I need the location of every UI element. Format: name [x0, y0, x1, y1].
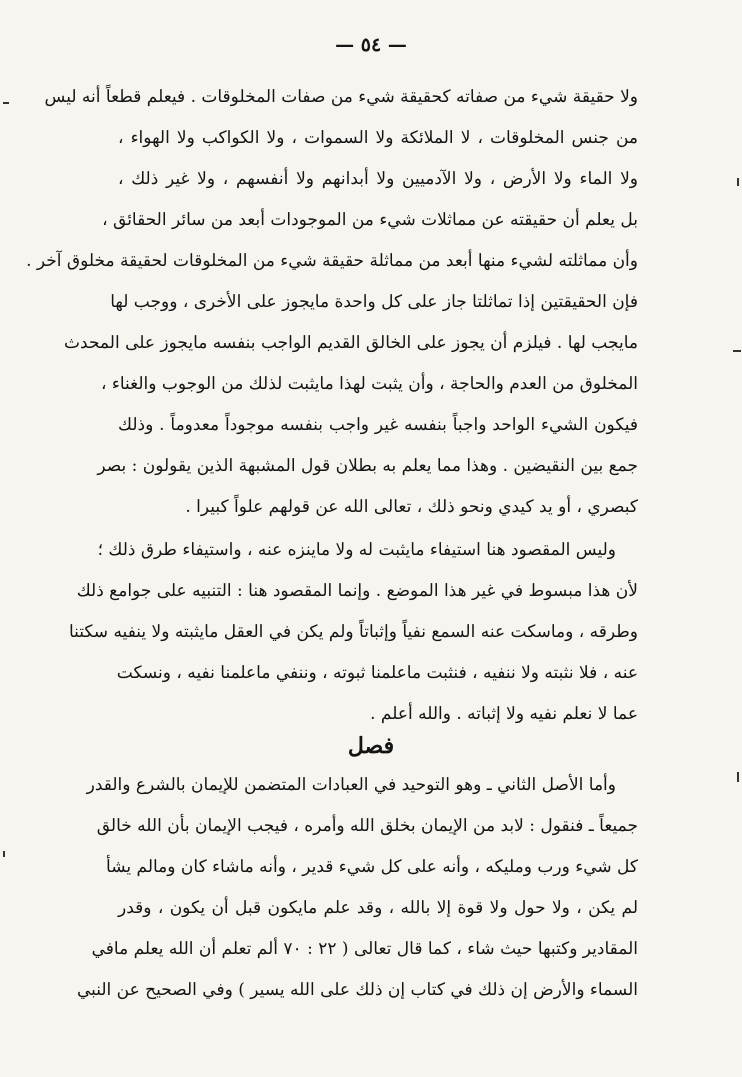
- text-line: من جنس المخلوقات ، لا الملائكة ولا السموات ، ولا الكواكب ولا الهواء ،: [118, 128, 638, 148]
- text-line: فيكون الشيء الواحد واجباً بنفسه غير واجب بنفسه موجوداً معدوماً . وذلك: [118, 415, 638, 435]
- text-line: المخلوق من العدم والحاجة ، وأن يثبت لهذا مايثبت لذلك من الوجوب والغناء ،: [100, 374, 638, 394]
- text-line: السماء والأرض إن ذلك في كتاب إن ذلك على الله يسير ) وفي الصحيح عن النبي: [76, 980, 638, 1000]
- section-heading: فصل: [347, 733, 395, 759]
- text-line: بل يعلم أن حقيقته عن مماثلات شيء من الموجودات أبعد من سائر الحقائق ،: [102, 210, 638, 230]
- text-line: لم يكن ، ولا حول ولا قوة إلا بالله ، وقد علم مايكون قبل أن يكون ، وقدر: [118, 898, 638, 918]
- paragraph-2: [68, 530, 638, 735]
- text-line: فإن الحقيقتين إذا تماثلتا جاز على كل واحدة مايجوز على الأخرى ، ووجب لها: [110, 292, 638, 312]
- text-line: ولا الماء ولا الأرض ، ولا الآدميين ولا أبدانهم ولا أنفسهم ، ولا غير ذلك ،: [118, 169, 638, 189]
- text-line: جمع بين النقيضين . وهذا مما يعلم به بطلان قول المشبهة الذين يقولون : بصر: [97, 456, 638, 476]
- paragraph-3: [76, 765, 638, 1011]
- text-line: لأن هذا مبسوط في غير هذا الموضع . وإنما المقصود هنا : التنبيه على جوامع ذلك: [76, 581, 638, 601]
- text-line: وليس المقصود هنا استيفاء مايثبت له ولا ماينزه عنه ، واستيفاء طرق ذلك ؛: [97, 540, 616, 560]
- text-line: جميعاً ـ فنقول : لابد من الإيمان بخلق الله وأمره ، فيجب الإيمان بأن الله خالق: [96, 816, 638, 836]
- paragraph-1: [26, 77, 638, 528]
- text-line: عنه ، فلا نثبته ولا ننفيه ، فنثبت ماعلمنا ثبوته ، وننفي ماعلمنا نفيه ، ونسكت: [116, 663, 638, 683]
- text-line: كل شيء ورب ومليكه ، وأنه على كل شيء قدير ، وأنه ماشاء كان ومالم يشأ: [106, 857, 638, 877]
- text-line: وطرقه ، وماسكت عنه السمع نفياً وإثباتاً ولم يكن في العقل مايثبته ولا ينفيه سكتنا: [68, 622, 638, 642]
- text-line: المقادير وكتبها حيث شاء ، كما قال تعالى ( ٢٢ : ٧٠ ألم تعلم أن الله يعلم مافي: [91, 939, 638, 959]
- text-line: عما لا نعلم نفيه ولا إثباته . والله أعلم .: [370, 704, 638, 724]
- scan-margin-mark: [733, 350, 741, 352]
- text-line: وأن مماثلته لشيء منها أبعد من مماثلة حقيقة شيء من المخلوقات لحقيقة مخلوق آخر .: [26, 251, 638, 271]
- scan-margin-mark: [3, 102, 9, 104]
- text-line: كبصري ، أو يد كيدي ونحو ذلك ، تعالى الله عن قولهم علواً كبيرا .: [185, 497, 638, 517]
- scan-margin-mark: [3, 851, 5, 857]
- page-number: — ٥٤ —: [335, 34, 407, 56]
- scan-margin-mark: [737, 178, 739, 186]
- text-line: مايجب لها . فيلزم أن يجوز على الخالق القديم الواجب بنفسه مايجوز على المحدث: [64, 333, 638, 353]
- text-line: وأما الأصل الثاني ـ وهو التوحيد في العبادات المتضمن للإيمان بالشرع والقدر: [86, 775, 616, 795]
- text-line: ولا حقيقة شيء من صفاته كحقيقة شيء من صفات المخلوقات . فيعلم قطعاً أنه ليس: [44, 87, 638, 107]
- scan-margin-mark: [737, 772, 739, 782]
